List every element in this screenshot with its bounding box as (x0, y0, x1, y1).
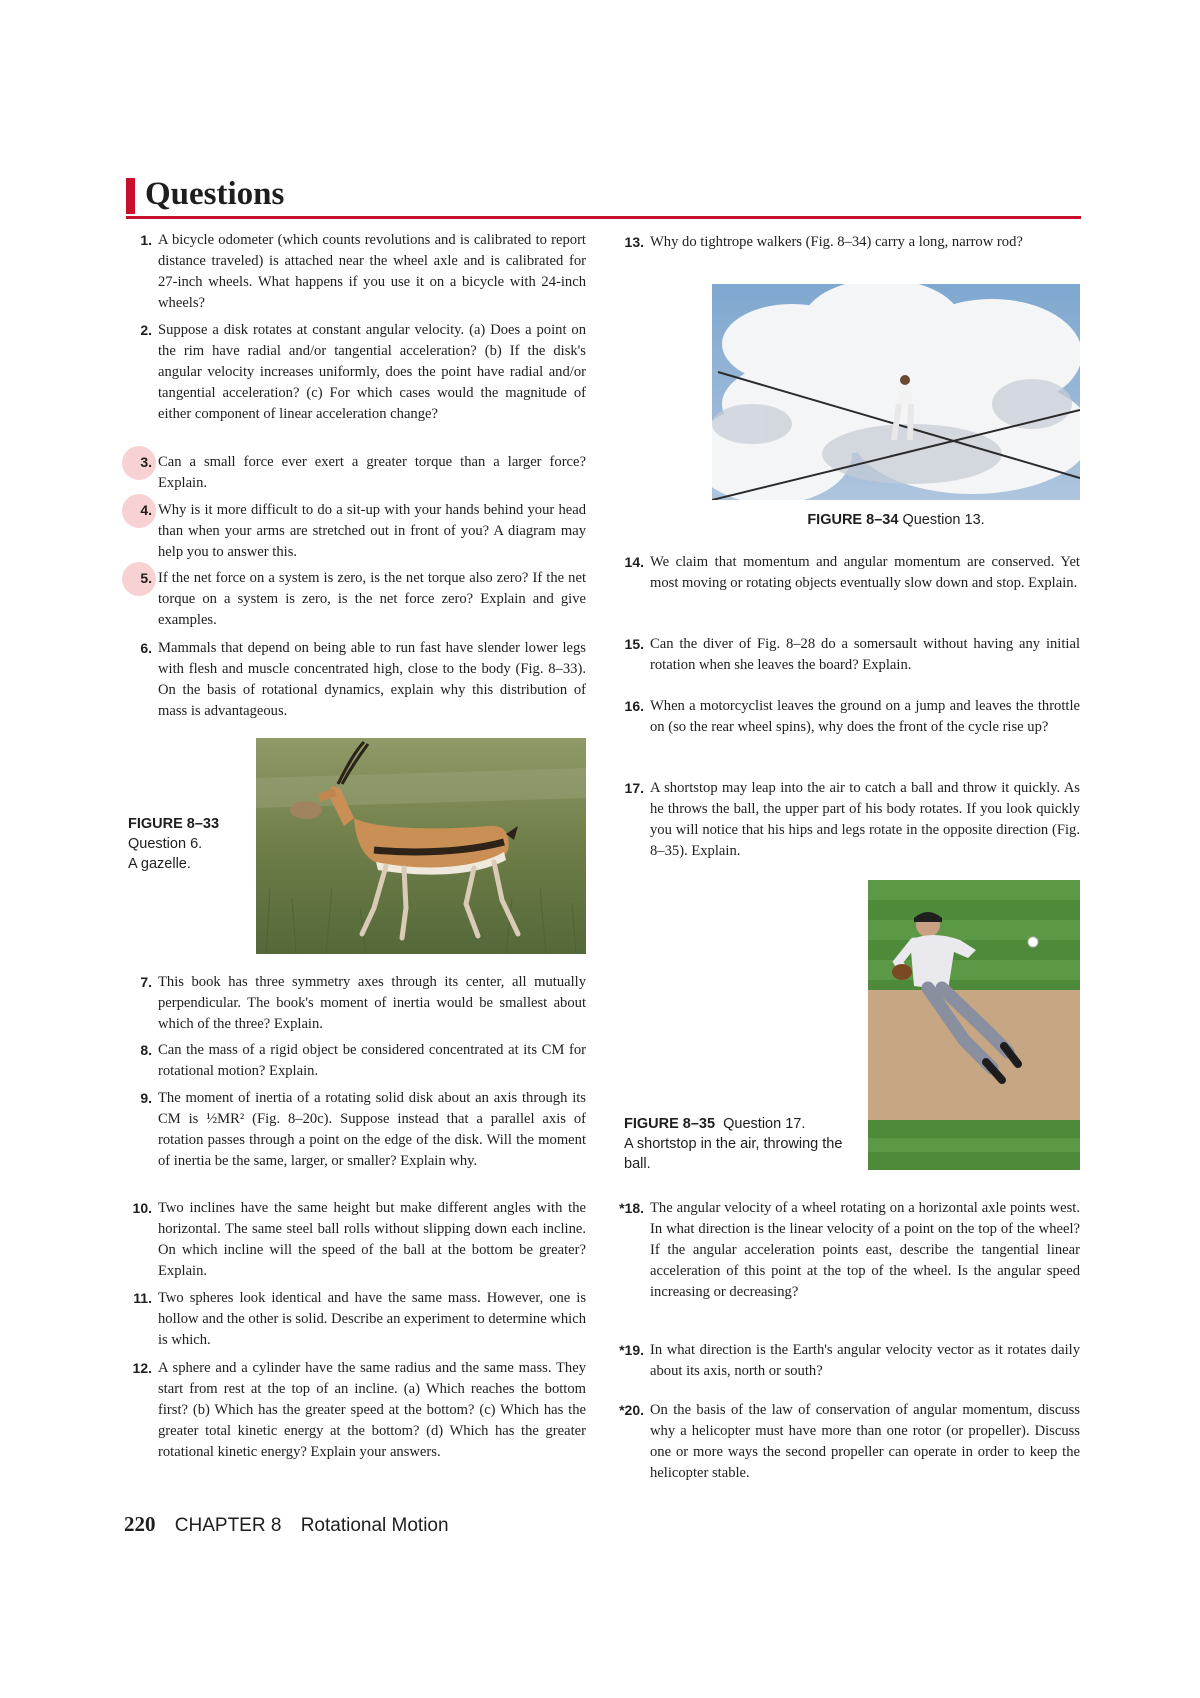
question-item (126, 1040, 586, 1082)
tightrope-walker-photo (712, 284, 1080, 500)
question-number: 9. (140, 1090, 152, 1106)
caption-line: A gazelle. (128, 856, 191, 872)
question-item (126, 320, 586, 425)
question-item (612, 1400, 1080, 1484)
question-item (612, 1340, 1080, 1382)
question-item (126, 638, 586, 722)
question-number: 16. (624, 698, 644, 714)
question-text: A sphere and a cylinder have the same radius and the same mass. They start from rest at the top of an incline. (a) Which reaches the bottom first? (b) Which has the greater speed at the bottom? (c) Which has the greater total kinetic energy at the bottom? (d) Which has the greater rotational kinetic energy? Explain your answers. (158, 1360, 586, 1460)
question-text: If the net force on a system is zero, is the net torque also zero? If the net torque on a system is zero, is the net force zero? Explain and give examples. (158, 570, 586, 628)
caption-line: Question 17. (723, 1116, 806, 1132)
heading-rule (126, 216, 1081, 219)
question-number: 6. (140, 640, 152, 656)
question-item (126, 568, 586, 631)
question-item (126, 230, 586, 314)
question-item (612, 634, 1080, 676)
question-text: Mammals that depend on being able to run fast have slender lower legs with flesh and muscle concentrated high, close to the body (Fig. 8–33). On the basis of rotational dynamics, explain why this distribution of mass is advantageous. (158, 640, 586, 719)
question-number: 4. (140, 502, 152, 518)
question-text: On the basis of the law of conservation of angular momentum, discuss why a helicopter must have more than one rotor (or propeller). Discuss one or more ways the second propeller can operate in order to keep the helicopter stable. (650, 1402, 1080, 1481)
question-number: 14. (624, 554, 644, 570)
question-number: 7. (140, 974, 152, 990)
question-text: The angular velocity of a wheel rotating on a horizontal axle points west. In what direction is the linear velocity of a point on the top of the wheel? If the angular acceleration points east, describe the tangential linear acceleration of this point at the top of the wheel. Is the angular speed increasing or decreasing? (650, 1200, 1080, 1300)
question-text: Two inclines have the same height but make different angles with the horizontal. The same steel ball rolls without slipping down each incline. On which incline will the speed of the ball at the bottom be greater? Explain. (158, 1200, 586, 1279)
question-text: Can the diver of Fig. 8–28 do a somersault without having any initial rotation when she leaves the board? Explain. (650, 636, 1080, 673)
heading-accent-bar (126, 178, 135, 214)
question-item (612, 778, 1080, 862)
figure-label: FIGURE 8–33 (128, 816, 220, 832)
question-number: 12. (132, 1360, 152, 1376)
question-text: The moment of inertia of a rotating solid disk about an axis through its CM is ½MR² (Fig. 8–20c). Suppose instead that a parallel axis of rotation passes through a point on the edge of the disk. Will the moment of inertia be the same, larger, or smaller? Explain why. (158, 1090, 586, 1169)
figure-caption-8-35 (624, 1114, 854, 1174)
figure-caption-8-34 (712, 510, 1080, 530)
section-heading (126, 178, 1081, 222)
page-footer (124, 1512, 449, 1537)
figure-label: FIGURE 8–35 (624, 1116, 716, 1132)
question-number: *20. (619, 1402, 644, 1418)
question-text: Suppose a disk rotates at constant angular velocity. (a) Does a point on the rim have radial and/or tangential acceleration? (b) If the disk's angular velocity increases uniformly, does the point have radial and/or tangential acceleration? (c) For which cases would the magnitude of either component of linear acceleration change? (158, 322, 586, 422)
chapter-label: CHAPTER 8 (174, 1515, 282, 1536)
figure-caption-8-33 (128, 814, 238, 874)
question-text: Two spheres look identical and have the same mass. However, one is hollow and the other is solid. Describe an experiment to determine which is which. (158, 1290, 586, 1348)
question-item (126, 972, 586, 1035)
question-item (126, 452, 586, 494)
question-text: Why is it more difficult to do a sit-up with your hands behind your head than when your arms are stretched out in front of you? A diagram may help you to answer this. (158, 502, 586, 560)
question-number: 10. (132, 1200, 152, 1216)
question-item (126, 1358, 586, 1463)
question-number: 8. (140, 1042, 152, 1058)
caption-line: A shortstop in the air, throwing the ball. (624, 1136, 843, 1172)
question-text: A bicycle odometer (which counts revolutions and is calibrated to report distance traveled) is attached near the wheel axle and is calibrated for 27-inch wheels. What happens if you use it on a bicycle with 24-inch wheels? (158, 232, 586, 311)
shortstop-photo (868, 880, 1080, 1170)
question-number: *19. (619, 1342, 644, 1358)
gazelle-photo (256, 738, 586, 954)
question-item (612, 232, 1080, 253)
chapter-title: Rotational Motion (300, 1515, 449, 1536)
question-number: 1. (140, 232, 152, 248)
question-number: 11. (133, 1290, 152, 1306)
question-item (126, 1088, 586, 1172)
caption-line: Question 13. (902, 512, 985, 528)
question-item (612, 552, 1080, 594)
question-text: A shortstop may leap into the air to catch a ball and throw it quickly. As he throws the ball, the upper part of his body rotates. If you look quickly you will notice that his hips and legs rotate in the opposite direction (Fig. 8–35). Explain. (650, 780, 1080, 859)
question-text: This book has three symmetry axes through its center, all mutually perpendicular. The book's moment of inertia would be smallest about which of the three? Explain. (158, 974, 586, 1032)
question-number: 3. (140, 454, 152, 470)
question-number: 15. (624, 636, 644, 652)
heading-title: Questions (145, 176, 285, 212)
question-text: When a motorcyclist leaves the ground on a jump and leaves the throttle on (so the rear wheel spins), why does the front of the cycle rise up? (650, 698, 1080, 735)
question-number: 13. (624, 234, 644, 250)
question-item (126, 1198, 586, 1282)
question-text: We claim that momentum and angular momentum are conserved. Yet most moving or rotating objects eventually slow down and stop. Explain. (650, 554, 1080, 591)
question-number: 2. (140, 322, 152, 338)
question-text: In what direction is the Earth's angular velocity vector as it rotates daily about its axis, north or south? (650, 1342, 1080, 1379)
question-item (612, 1198, 1080, 1303)
question-item (612, 696, 1080, 738)
question-item (126, 500, 586, 563)
question-text: Can a small force ever exert a greater torque than a larger force? Explain. (158, 454, 586, 491)
page-number: 220 (124, 1512, 156, 1536)
figure-label: FIGURE 8–34 (807, 512, 899, 528)
question-number: 5. (140, 570, 152, 586)
question-text: Why do tightrope walkers (Fig. 8–34) carry a long, narrow rod? (650, 234, 1023, 250)
question-number: *18. (619, 1200, 644, 1216)
question-text: Can the mass of a rigid object be considered concentrated at its CM for rotational motion? Explain. (158, 1042, 586, 1079)
question-number: 17. (624, 780, 644, 796)
caption-line: Question 6. (128, 836, 203, 852)
question-item (126, 1288, 586, 1351)
